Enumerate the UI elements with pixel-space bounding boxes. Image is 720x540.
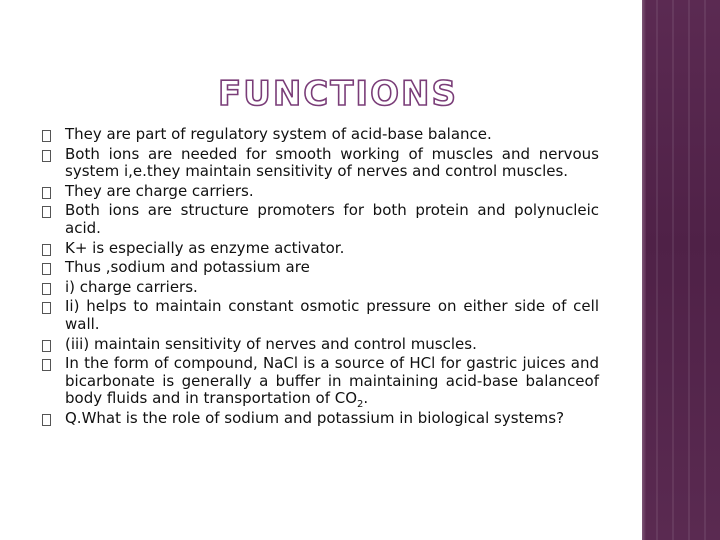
hollow-square-icon [42,283,51,295]
list-item-suffix: . [363,389,369,408]
list-item-text: i) charge carriers. [65,277,198,296]
hollow-square-icon [42,263,51,275]
list-item-text: In the form of compound, NaCl is a source of HCl for gastric juices and bicarbonate is generally a buffer in maintaining acid-base balanceof body fluids and in transportation of CO [65,354,599,408]
list-item-text: They are part of regulatory system of acid-base balance. [65,125,492,143]
hollow-square-icon [42,414,51,426]
hollow-square-icon [42,187,51,199]
list-item [46,240,599,258]
subscript-text: 2 [357,399,364,411]
hollow-square-icon [42,206,51,218]
list-item [46,202,599,237]
list-item [46,279,599,297]
list-item [46,298,599,333]
bullet-list [46,126,599,430]
list-item-text: Thus ,sodium and potassium are [65,258,310,277]
list-item [46,126,599,144]
hollow-square-icon [42,302,51,314]
list-item-text: (iii) maintain sensitivity of nerves and control muscles. [65,334,477,353]
list-item [46,259,599,277]
list-item [46,410,599,428]
list-item-text: Both ions are structure promoters for both protein and polynucleic acid. [65,201,599,237]
list-item [46,336,599,354]
list-item-text: Both ions are needed for smooth working of muscles and nervous system i,e.they maintain sensitivity of nerves and control muscles. [65,144,599,181]
hollow-square-icon [42,130,51,142]
list-item-text: Q.What is the role of sodium and potassium in biological systems? [65,408,565,427]
decorative-side-panel [642,0,720,540]
list-item [46,183,599,201]
hollow-square-icon [42,340,51,352]
list-item-text: K+ is especially as enzyme activator. [65,238,345,257]
list-item-text: Ii) helps to maintain constant osmotic pressure on either side of cell wall. [65,297,599,333]
hollow-square-icon [42,244,51,256]
list-item-text: They are charge carriers. [65,181,254,200]
hollow-square-icon [42,150,51,162]
hollow-square-icon [42,359,51,371]
list-item [46,146,599,181]
page-title: FUNCTIONS [218,74,458,114]
list-item [46,354,599,411]
